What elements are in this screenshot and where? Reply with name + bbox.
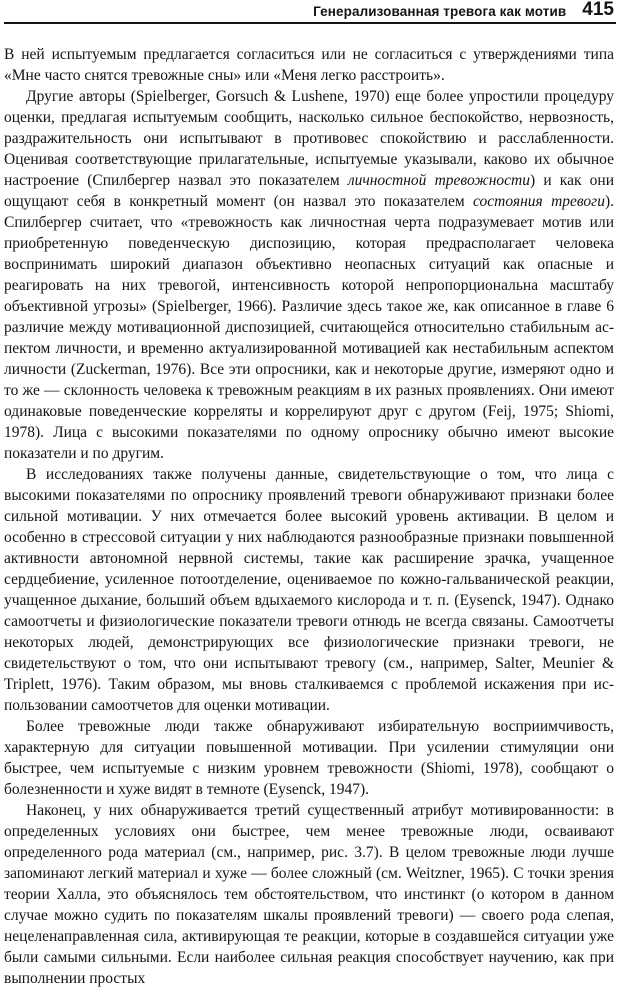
text-run: Более тревожные люди также обнаруживают избирательную восприимчивость, характерную для ситуации повышенной мотивации. При усилении стимуляции они быстрее, чем испытуемые с низким уровнем тревожности (Shiomi, 1978), сообщают о болезненности и хуже видят в темноте (Eysenck, 1947). (4, 718, 614, 798)
paragraph-5 (4, 800, 614, 989)
page-number: 415 (582, 0, 614, 20)
text-run: Другие авторы (Spielberger, Gorsuch & Lushene, 1970) еще более упростили процедуру оценки, предлагая испытуемым сообщить, насколько сильное беспокойство, нервозность, раздражительность они испытывают в противовес спокойствию и расслабленности. Оценивая соответствующие прилагательные, испытуемые указывали, каково их обычное настроение (Спилбергер назвал это показателем (4, 88, 614, 189)
italic-term-state-anxiety: состояния тревоги (473, 193, 605, 210)
running-header (4, 0, 616, 24)
text-run: В исследованиях также получены данные, свидетельствующие о том, что лица с высокими показателями по опроснику проявлений тревоги обнаруживают признаки более сильной мотивации. У них отмечается более высокий уровень активации. В целом и особенно в стрессовой ситуации у них наблюдаются разнообразные признаки повышенной активности автономной нервной системы, такие как расширение зрачка, учащенное сердцебиение, усиленное потоотделение, оцениваемое по кожно-гальванической реакции, учащенное дыхание, больший объем вдыхаемого кислорода и т. п. (Eysenck, 1947). Однако самоотчеты и физиологические показатели тревоги отнюдь не всегда связаны. Самоотчеты некоторых людей, демонстрирующих все физиологические признаки тревоги, не свидетельствуют о том, что они испытывают тревогу (см., например, Salter, Meunier & Triplett, 1976). Таким образом, мы вновь сталкиваемся с проблемой искажения при использовании самоотчетов для оценки мотивации. (4, 466, 614, 714)
paragraph-3 (4, 464, 614, 716)
main-text (4, 44, 614, 989)
text-run: Наконец, у них обнаруживается третий существенный атрибут мотивированности: в определенных условиях они быстрее, чем менее тревожные люди, осваивают определенного рода материал (см., например, рис. 3.7). В целом тревожные люди лучше запоминают легкий материал и хуже — более сложный (см. Weitzner, 1965). С точки зрения теории Халла, это объяснялось тем обстоятельством, что инстинкт (о котором в данном случае можно судить по показателям шкалы проявлений тревоги) — своего рода слепая, нецеленаправленная сила, активирующая те реакции, которые в создавшейся ситуации уже были самыми сильными. Если наиболее сильная реакция способствует научению, как при выполнении простых (4, 802, 614, 987)
italic-term-trait-anxiety: личностной тревожности (347, 172, 530, 189)
running-header-title: Генерализованная тревога как мотив (313, 4, 567, 19)
text-run: В ней испытуемым предлагается согласиться или не согласиться с утверждениями типа «Мне часто снятся тревожные сны» или «Меня легко расстроить». (4, 46, 614, 84)
paragraph-1 (4, 44, 614, 86)
paragraph-2 (4, 86, 614, 464)
paragraph-4 (4, 716, 614, 800)
text-run: ) и как они ощущают себя в конкретный момент (он назвал это показателем (4, 172, 614, 210)
text-run: ). Спилбергер считает, что «тревожность как личностная черта подразумевает мотив или приобретенную поведенческую диспозицию, которая предрасполагает человека воспринимать широкий диапазон объективно неопасных ситуаций как опасные и реагировать на них тревогой, интенсивность которой непропорциональна масштабу объективной угрозы» (Spielberger, 1966). Различие здесь такое же, как описанное в главе 6 различие между мотивационной диспозицией, считающейся относительно стабильным аспектом личности, и временно актуализированной мотивацией как нестабильным аспектом личности (Zuckerman, 1976). Все эти опросники, как и некоторые другие, измеряют одно и то же — склонность человека к тревожным реакциям в их разных проявлениях. Они имеют одинаковые поведенческие корреляты и коррелируют друг с другом (Feij, 1975; Shiomi, 1978). Лица с высокими показателями по одному опроснику обычно имеют высокие показатели и по другим. (4, 193, 615, 462)
